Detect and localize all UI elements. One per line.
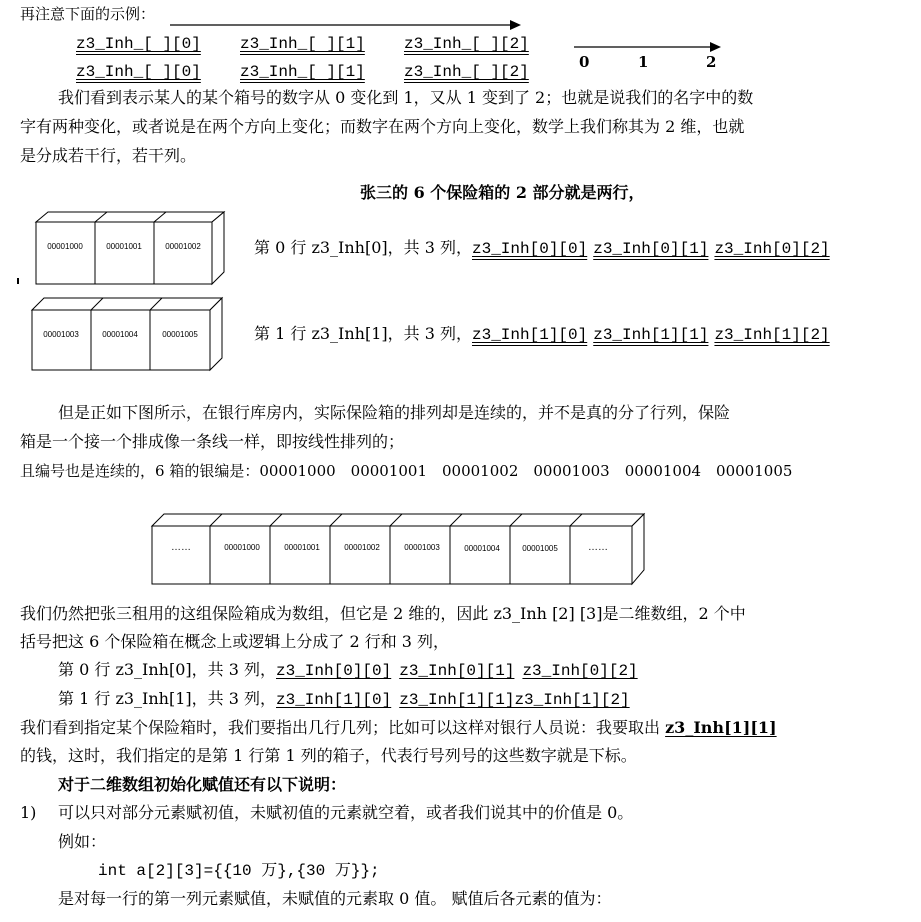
para4-code: z3_Inh[1][1] xyxy=(665,718,777,737)
linear-boxes xyxy=(150,510,650,588)
last-line: 是对每一行的第一列元素赋值，未赋值的元素取 0 值。 赋值后各元素的值为： xyxy=(58,889,612,908)
row1b-el-1: z3_Inh[1][1]z3_Inh[1][2] xyxy=(399,691,630,709)
para2-line3: 且编号也是连续的，6 箱的银编是：00001000 00001001 00001002 00001003 00001004 00001005 xyxy=(20,462,793,480)
example-r1-0: z3_Inh_[ ][0] xyxy=(76,35,201,53)
row0-el-0: z3_Inh[0][0] xyxy=(472,240,588,258)
para1-line3: 是分成若干行，若干列。 xyxy=(20,146,197,165)
row1b-el-0: z3_Inh[1][0] xyxy=(276,691,392,709)
linear-box-1: 00001000 xyxy=(224,543,260,552)
intro-text: 再注意下面的示例： xyxy=(20,5,156,23)
row1-el-0: z3_Inh[1][0] xyxy=(472,326,588,344)
item1-text: 可以只对部分元素赋初值，未赋初值的元素就空着，或者我们说其中的价值是 0。 xyxy=(58,803,634,822)
note-heading: 对于二维数组初始化赋值还有以下说明： xyxy=(58,775,347,794)
row0b-el-1: z3_Inh[0][1] xyxy=(399,662,515,680)
marker-dot xyxy=(17,278,19,284)
para1-line2: 字有两种变化，或者说是在两个方向上变化；而数字在两个方向上变化，数学上我们称其为 2 维，也就 xyxy=(20,117,745,136)
para3-line2: 括号把这 6 个保险箱在概念上或逻辑上分成了 2 行和 3 列， xyxy=(20,632,450,651)
code-line: int a[2][3]={{10 万},{30 万}}; xyxy=(98,862,380,880)
row1-box-2: 00001005 xyxy=(162,330,198,339)
axis-label-2: 2 xyxy=(706,53,717,71)
row0-boxes xyxy=(34,210,244,288)
row0-text: 第 0 行 z3_Inh[0]，共 3 列， xyxy=(254,238,472,257)
para2-line2: 箱是一个接一个排成像一条线一样，即按线性排列的； xyxy=(20,432,405,451)
example-r2-1: z3_Inh_[ ][1] xyxy=(240,63,365,81)
row1-el-1: z3_Inh[1][1] xyxy=(593,326,709,344)
example-r2-0: z3_Inh_[ ][0] xyxy=(76,63,201,81)
row1-line xyxy=(254,324,830,345)
example-r1-1: z3_Inh_[ ][1] xyxy=(240,35,365,53)
row0-line xyxy=(254,238,830,259)
example-r2-2: z3_Inh_[ ][2] xyxy=(404,63,529,81)
linear-box-0: …… xyxy=(171,542,191,553)
row0b-text: 第 0 行 z3_Inh[0]，共 3 列， xyxy=(58,660,276,679)
row0-box-0: 00001000 xyxy=(47,242,83,251)
para2-line1: 但是正如下图所示，在银行库房内，实际保险箱的排列却是连续的，并不是真的分了行列，保险 xyxy=(58,403,731,422)
example-label: 例如： xyxy=(58,832,107,851)
linear-box-3: 00001002 xyxy=(344,543,380,552)
example-r1-2: z3_Inh_[ ][2] xyxy=(404,35,529,53)
row1-el-2: z3_Inh[1][2] xyxy=(714,326,830,344)
para1-line1: 我们看到表示某人的某个箱号的数字从 0 变化到 1，又从 1 变到了 2；也就是说我们的名字中的数 xyxy=(58,88,754,107)
para4-line1-pre: 我们看到指定某个保险箱时，我们要指出几行几列；比如可以这样对银行人员说：我要取出 xyxy=(20,718,666,737)
row1-boxes xyxy=(30,296,240,374)
row0-box-2: 00001002 xyxy=(165,242,201,251)
row0-el-2: z3_Inh[0][2] xyxy=(714,240,830,258)
row0b-el-2: z3_Inh[0][2] xyxy=(522,662,638,680)
linear-box-4: 00001003 xyxy=(404,543,440,552)
section-heading: 张三的 6 个保险箱的 2 部分就是两行， xyxy=(360,183,645,202)
linear-box-2: 00001001 xyxy=(284,543,320,552)
top-arrow xyxy=(170,18,522,32)
linear-box-5: 00001004 xyxy=(464,544,500,553)
axis-arrow xyxy=(574,40,724,54)
para4-line1 xyxy=(20,718,777,738)
row0b-line xyxy=(58,660,638,681)
linear-box-7: …… xyxy=(588,542,608,553)
row0b-el-0: z3_Inh[0][0] xyxy=(276,662,392,680)
para3-line1: 我们仍然把张三租用的这组保险箱成为数组，但它是 2 维的，因此 z3_Inh [2] [3]是二维数组，2 个中 xyxy=(20,604,746,623)
row1-box-0: 00001003 xyxy=(43,330,79,339)
row1b-line xyxy=(58,689,630,710)
axis-label-1: 1 xyxy=(638,53,649,71)
row0-box-1: 00001001 xyxy=(106,242,142,251)
axis-label-0: 0 xyxy=(579,53,590,71)
item1-num: 1) xyxy=(20,803,37,822)
linear-box-6: 00001005 xyxy=(522,544,558,553)
row1b-text: 第 1 行 z3_Inh[1]，共 3 列， xyxy=(58,689,276,708)
row0-el-1: z3_Inh[0][1] xyxy=(593,240,709,258)
row1-text: 第 1 行 z3_Inh[1]，共 3 列， xyxy=(254,324,472,343)
para4-line2: 的钱，这时，我们指定的是第 1 行第 1 列的箱子，代表行号列号的这些数字就是下标。 xyxy=(20,746,637,765)
row1-box-1: 00001004 xyxy=(102,330,138,339)
